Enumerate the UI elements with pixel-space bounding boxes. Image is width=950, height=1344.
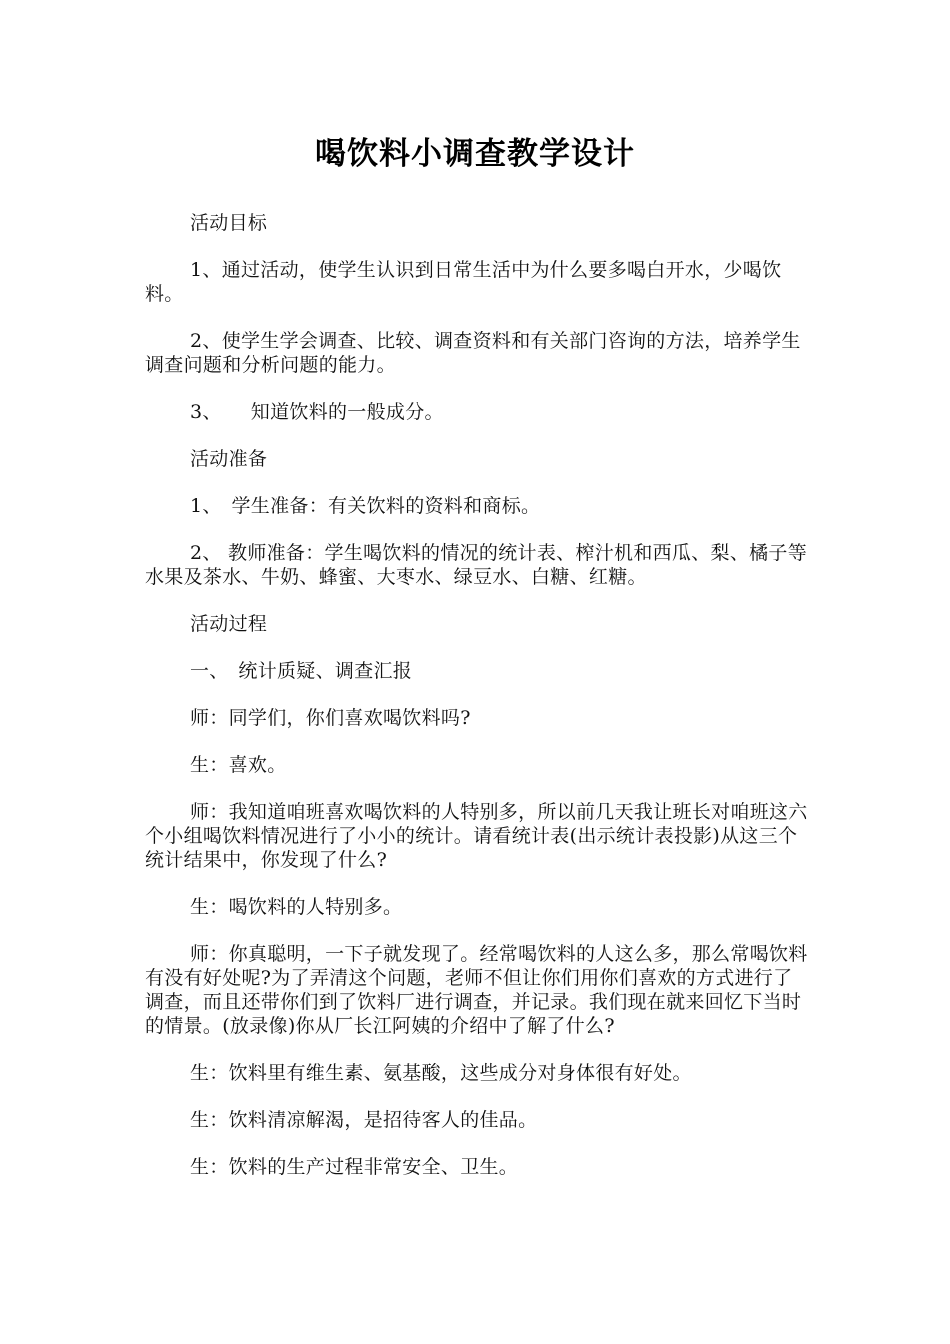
document-title: 喝饮料小调查教学设计 — [315, 136, 635, 172]
section-heading-preparation: 活动准备 — [190, 448, 268, 470]
dialogue-line: 生：饮料的生产过程非常安全、卫生。 — [190, 1156, 519, 1178]
dialogue-line: 师：你真聪明，一下子就发现了。经常喝饮料的人这么多，那么常喝饮料有没有好处呢?为了弄清这个问题，老师不但让你们用你们喜欢的方式进行了调查，而且还带你们到了饮料厂进行调查，并记录。我们现在就来回忆下当时的情景。(放录像)你从厂长江阿姨的介绍中了解了什么? — [145, 943, 808, 1037]
paragraph: 3、 知道饮料的一般成分。 — [190, 401, 444, 423]
dialogue-line: 师：同学们，你们喜欢喝饮料吗? — [190, 707, 471, 729]
paragraph: 1、通过活动，使学生认识到日常生活中为什么要多喝白开水，少喝饮料。 — [145, 259, 782, 305]
paragraph: 1、 学生准备：有关饮料的资料和商标。 — [190, 495, 541, 517]
dialogue-line: 生：饮料里有维生素、氨基酸，这些成分对身体很有好处。 — [190, 1062, 692, 1084]
subsection-heading: 一、 统计质疑、调查汇报 — [190, 660, 413, 682]
section-heading-goals: 活动目标 — [190, 212, 268, 234]
dialogue-line: 师：我知道咱班喜欢喝饮料的人特别多，所以前几天我让班长对咱班这六个小组喝饮料情况进行了小小的统计。请看统计表(出示统计表投影)从这三个统计结果中，你发现了什么? — [145, 801, 808, 871]
dialogue-line: 生：喝饮料的人特别多。 — [190, 896, 403, 918]
dialogue-line: 生：饮料清凉解渴，是招待客人的佳品。 — [190, 1109, 538, 1131]
paragraph: 2、 教师准备：学生喝饮料的情况的统计表、榨汁机和西瓜、梨、橘子等水果及茶水、牛奶、蜂蜜、大枣水、绿豆水、白糖、红糖。 — [145, 542, 808, 588]
section-heading-process: 活动过程 — [190, 613, 268, 635]
dialogue-line: 生：喜欢。 — [190, 754, 287, 776]
paragraph: 2、使学生学会调查、比较、调查资料和有关部门咨询的方法，培养学生调查问题和分析问题的能力。 — [145, 330, 801, 376]
document-body — [145, 211, 810, 1202]
